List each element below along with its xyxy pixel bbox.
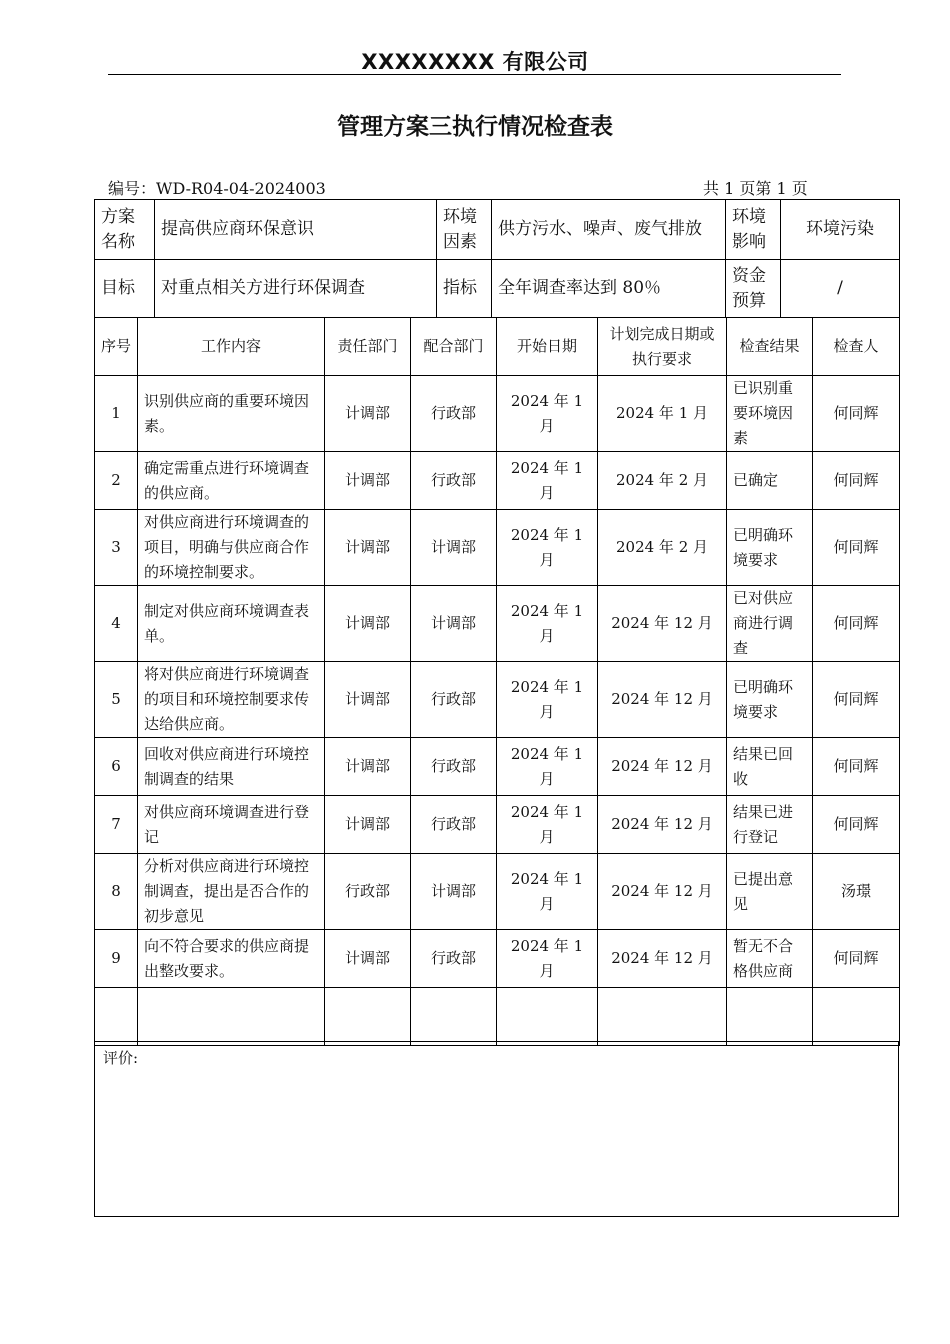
header-check-result: 检查结果 <box>727 318 813 376</box>
indicator-label: 指标 <box>437 260 492 318</box>
task-plan-date: 2024 年 12 月 <box>598 586 727 662</box>
company-name: XXXXXXXX 有限公司 <box>361 50 589 74</box>
table-row <box>95 854 900 930</box>
task-coop-dept: 行政部 <box>411 930 497 988</box>
empty-cell <box>138 988 325 1046</box>
task-coop-dept: 计调部 <box>411 510 497 586</box>
task-coop-dept: 行政部 <box>411 376 497 452</box>
task-resp-dept: 计调部 <box>325 930 411 988</box>
tasks-table <box>94 317 900 1046</box>
task-check-result: 已识别重要环境因素 <box>727 376 813 452</box>
task-seq: 3 <box>95 510 138 586</box>
plan-name-label: 方案名称 <box>95 200 155 260</box>
task-seq: 1 <box>95 376 138 452</box>
evaluation-table <box>94 1041 899 1217</box>
empty-row <box>95 988 900 1046</box>
table-row <box>95 796 900 854</box>
doc-number: 编号：WD-R04-04-2024003 <box>108 179 326 198</box>
empty-cell <box>95 988 138 1046</box>
task-resp-dept: 计调部 <box>325 376 411 452</box>
task-seq: 5 <box>95 662 138 738</box>
table-header-row <box>95 318 900 376</box>
task-coop-dept: 行政部 <box>411 738 497 796</box>
task-content: 将对供应商进行环境调查的项目和环境控制要求传达给供应商。 <box>138 662 325 738</box>
task-content: 对供应商环境调查进行登记 <box>138 796 325 854</box>
task-content: 对供应商进行环境调查的项目，明确与供应商合作的环境控制要求。 <box>138 510 325 586</box>
empty-cell <box>411 988 497 1046</box>
task-check-result: 结果已回收 <box>727 738 813 796</box>
task-content: 确定需重点进行环境调查的供应商。 <box>138 452 325 510</box>
table-row <box>95 376 900 452</box>
task-check-result: 已明确环境要求 <box>727 662 813 738</box>
table-row <box>95 662 900 738</box>
task-check-result: 已确定 <box>727 452 813 510</box>
task-check-result: 已提出意见 <box>727 854 813 930</box>
header-content: 工作内容 <box>138 318 325 376</box>
task-checker: 何同辉 <box>813 738 900 796</box>
budget-value: / <box>781 260 900 318</box>
task-start-date: 2024 年 1 月 <box>497 738 598 796</box>
task-checker: 何同辉 <box>813 796 900 854</box>
task-checker: 何同辉 <box>813 510 900 586</box>
task-resp-dept: 计调部 <box>325 452 411 510</box>
header-resp-dept: 责任部门 <box>325 318 411 376</box>
task-content: 回收对供应商进行环境控制调查的结果 <box>138 738 325 796</box>
task-checker: 何同辉 <box>813 376 900 452</box>
env-impact-label: 环境影响 <box>726 200 781 260</box>
plan-info-table <box>94 199 900 318</box>
task-checker: 何同辉 <box>813 452 900 510</box>
task-content: 分析对供应商进行环境控制调查，提出是否合作的初步意见 <box>138 854 325 930</box>
header-coop-dept: 配合部门 <box>411 318 497 376</box>
task-start-date: 2024 年 1 月 <box>497 586 598 662</box>
task-coop-dept: 计调部 <box>411 586 497 662</box>
evaluation-label: 评价: <box>103 1049 139 1067</box>
task-checker: 何同辉 <box>813 930 900 988</box>
task-plan-date: 2024 年 12 月 <box>598 930 727 988</box>
task-check-result: 结果已进行登记 <box>727 796 813 854</box>
plan-name-value: 提高供应商环保意识 <box>155 200 437 260</box>
budget-label: 资金预算 <box>726 260 781 318</box>
task-start-date: 2024 年 1 月 <box>497 510 598 586</box>
header-seq: 序号 <box>95 318 138 376</box>
task-check-result: 已对供应商进行调查 <box>727 586 813 662</box>
task-checker: 汤璟 <box>813 854 900 930</box>
empty-cell <box>598 988 727 1046</box>
env-factor-value: 供方污水、噪声、废气排放 <box>492 200 726 260</box>
task-coop-dept: 行政部 <box>411 796 497 854</box>
task-check-result: 已明确环境要求 <box>727 510 813 586</box>
task-start-date: 2024 年 1 月 <box>497 930 598 988</box>
task-seq: 8 <box>95 854 138 930</box>
task-coop-dept: 行政部 <box>411 662 497 738</box>
task-seq: 6 <box>95 738 138 796</box>
task-content: 制定对供应商环境调查表单。 <box>138 586 325 662</box>
task-resp-dept: 计调部 <box>325 510 411 586</box>
task-plan-date: 2024 年 12 月 <box>598 662 727 738</box>
task-content: 向不符合要求的供应商提出整改要求。 <box>138 930 325 988</box>
empty-cell <box>813 988 900 1046</box>
env-impact-value: 环境污染 <box>781 200 900 260</box>
empty-cell <box>727 988 813 1046</box>
task-seq: 4 <box>95 586 138 662</box>
task-content: 识别供应商的重要环境因素。 <box>138 376 325 452</box>
goal-label: 目标 <box>95 260 155 318</box>
empty-cell <box>325 988 411 1046</box>
task-start-date: 2024 年 1 月 <box>497 854 598 930</box>
env-factor-label: 环境因素 <box>437 200 492 260</box>
task-seq: 9 <box>95 930 138 988</box>
task-seq: 2 <box>95 452 138 510</box>
page-info: 共 1 页第 1 页 <box>703 179 808 198</box>
task-resp-dept: 计调部 <box>325 796 411 854</box>
task-resp-dept: 行政部 <box>325 854 411 930</box>
task-start-date: 2024 年 1 月 <box>497 796 598 854</box>
task-check-result: 暂无不合格供应商 <box>727 930 813 988</box>
task-resp-dept: 计调部 <box>325 738 411 796</box>
empty-cell <box>497 988 598 1046</box>
task-seq: 7 <box>95 796 138 854</box>
task-plan-date: 2024 年 12 月 <box>598 796 727 854</box>
task-checker: 何同辉 <box>813 662 900 738</box>
task-checker: 何同辉 <box>813 586 900 662</box>
indicator-value: 全年调查率达到 80％ <box>492 260 726 318</box>
task-resp-dept: 计调部 <box>325 586 411 662</box>
header-start-date: 开始日期 <box>497 318 598 376</box>
evaluation-cell <box>95 1042 899 1217</box>
task-plan-date: 2024 年 2 月 <box>598 452 727 510</box>
table-row <box>95 738 900 796</box>
page-title: 管理方案三执行情况检查表 <box>337 114 613 140</box>
header-plan-date: 计划完成日期或执行要求 <box>598 318 727 376</box>
header-rule <box>108 74 841 75</box>
task-start-date: 2024 年 1 月 <box>497 662 598 738</box>
header-checker: 检查人 <box>813 318 900 376</box>
table-row <box>95 930 900 988</box>
task-resp-dept: 计调部 <box>325 662 411 738</box>
task-plan-date: 2024 年 2 月 <box>598 510 727 586</box>
task-plan-date: 2024 年 1 月 <box>598 376 727 452</box>
table-row <box>95 510 900 586</box>
table-row <box>95 586 900 662</box>
task-start-date: 2024 年 1 月 <box>497 452 598 510</box>
table-row <box>95 452 900 510</box>
task-plan-date: 2024 年 12 月 <box>598 738 727 796</box>
task-start-date: 2024 年 1 月 <box>497 376 598 452</box>
task-plan-date: 2024 年 12 月 <box>598 854 727 930</box>
goal-value: 对重点相关方进行环保调查 <box>155 260 437 318</box>
task-coop-dept: 计调部 <box>411 854 497 930</box>
task-coop-dept: 行政部 <box>411 452 497 510</box>
